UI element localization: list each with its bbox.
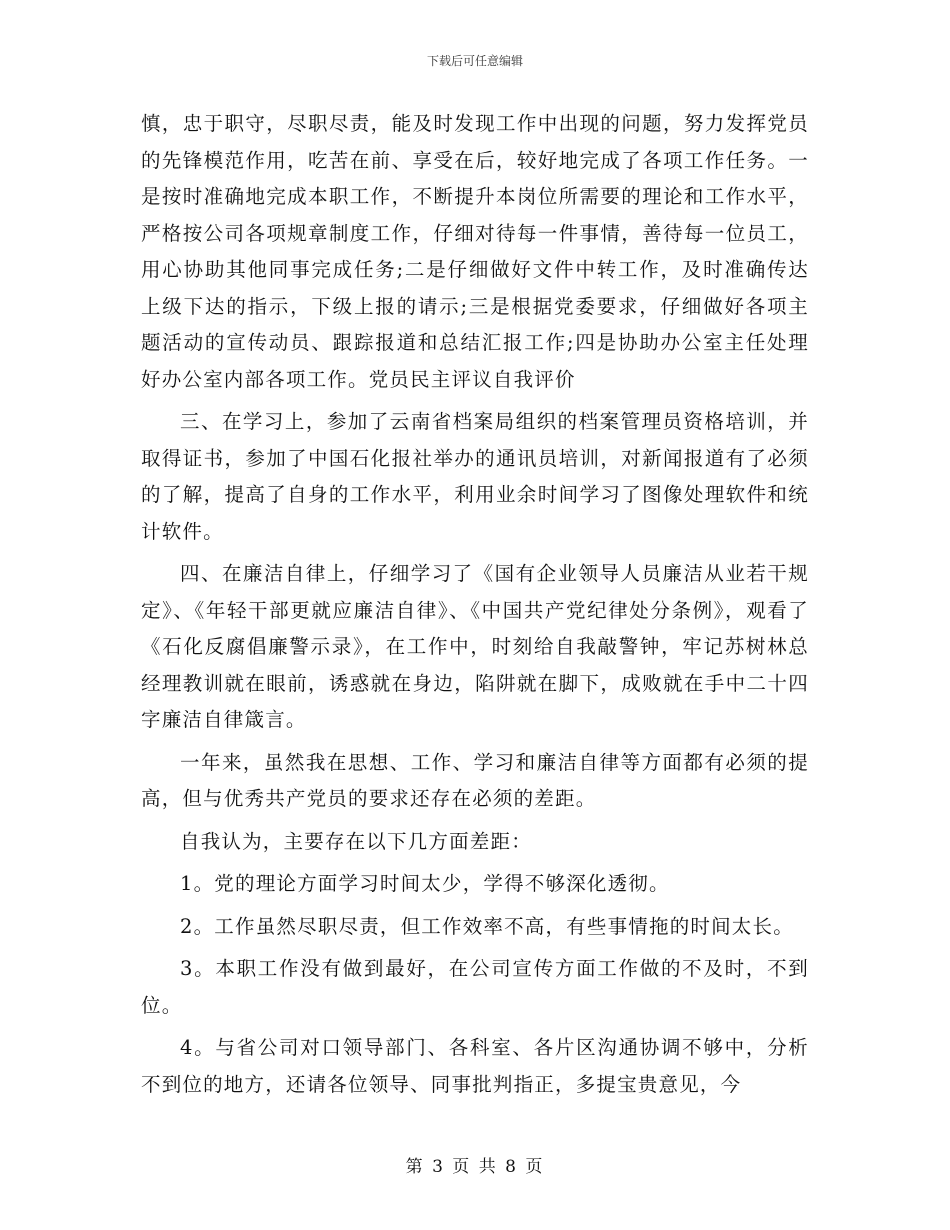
page-header-note: 下载后可任意编辑 (426, 54, 523, 68)
paragraph-study: 三、在学习上，参加了云南省档案局组织的档案管理员资格培训，并取得证书，参加了中国石化报社举办的通讯员培训，对新闻报道有了必须的了解，提高了自身的工作水平，利用业余时间学习了图像处理软件和统计软件。 (141, 410, 809, 543)
paragraph-continuation: 慎，忠于职守，尽职尽责，能及时发现工作中出现的问题，努力发挥党员的先锋模范作用，吃苦在前、享受在后，较好地完成了各项工作任务。一是按时准确地完成本职工作，不断提升本岗位所需要的理论和工作水平，严格按公司各项规章制度工作，仔细对待每一件事情，善待每一位员工，用心协助其他同事完成任务;二是仔细做好文件中转工作，及时准确传达上级下达的指示，下级上报的请示;三是根据党委要求，仔细做好各项主题活动的宣传动员、跟踪报道和总结汇报工作;四是协助办公室主任处理好办公室内部各项工作。党员民主评议自我评价 (141, 112, 809, 391)
list-item-gap-4: 4。与省公司对口领导部门、各科室、各片区沟通协调不够中，分析不到位的地方，还请各位领导、同事批判指正，多提宝贵意见，今 (141, 1036, 809, 1096)
list-item-gap-2: 2。工作虽然尽职尽责，但工作效率不高，有些事情拖的时间太长。 (180, 914, 794, 938)
paragraph-integrity: 四、在廉洁自律上，仔细学习了《国有企业领导人员廉洁从业若干规定》、《年轻干部更就应廉洁自律》、《中国共产党纪律处分条例》，观看了《石化反腐倡廉警示录》，在工作中，时刻给自我敲警钟，牢记苏树林总经理教训就在眼前，诱惑就在身边，陷阱就在脚下，成败就在手中二十四字廉洁自律箴言。 (141, 562, 809, 731)
list-item-gap-3: 3。本职工作没有做到最好，在公司宣传方面工作做的不及时，不到位。 (141, 957, 809, 1017)
paragraph-summary: 一年来，虽然我在思想、工作、学习和廉洁自律等方面都有必须的提高，但与优秀共产党员的要求还存在必须的差距。 (141, 750, 809, 810)
document-body (141, 106, 809, 1103)
paragraph-gaps-intro: 自我认为，主要存在以下几方面差距： (180, 829, 532, 853)
list-item-gap-1: 1。党的理论方面学习时间太少，学得不够深化透彻。 (180, 872, 670, 895)
page-number: 第 3 页 共 8 页 (405, 1157, 545, 1177)
